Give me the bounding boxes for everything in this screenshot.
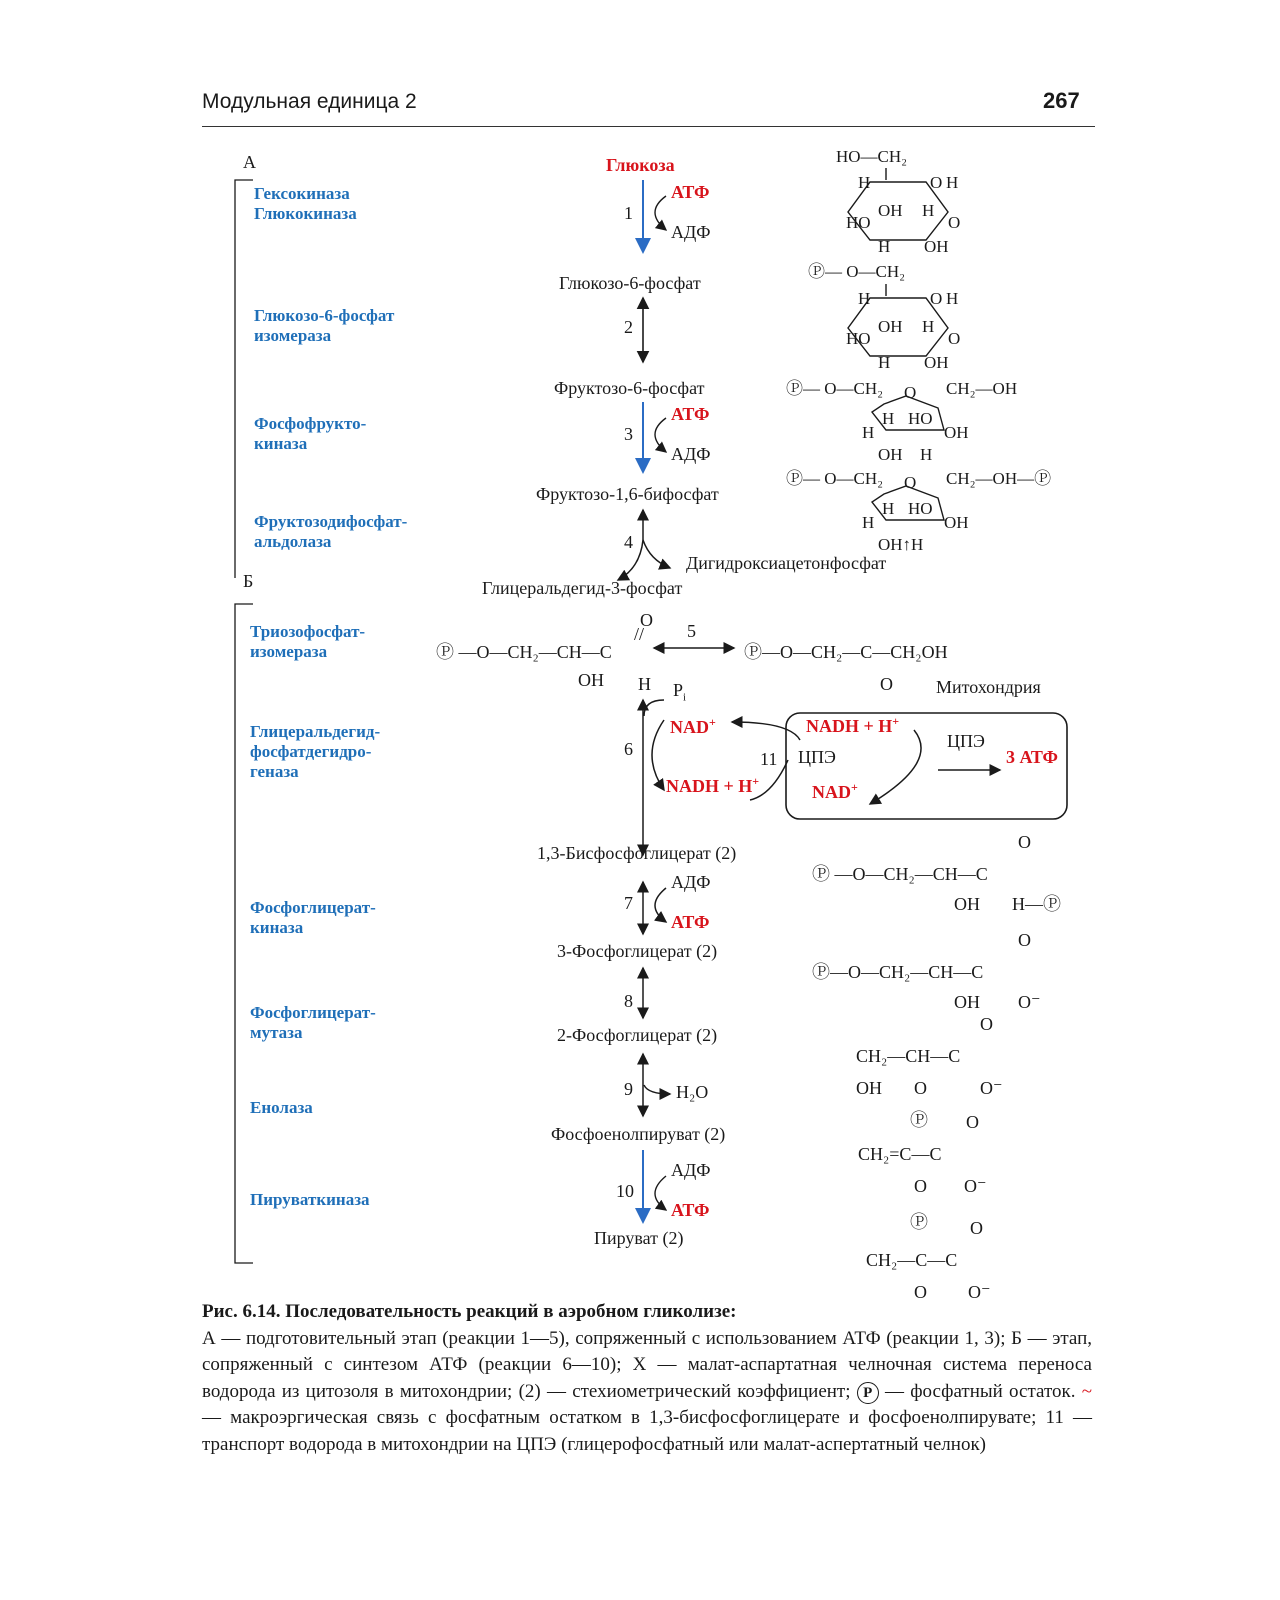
svg-text:Ⓟ—O—CH₂—C—CH₂OH: Ⓟ—O—CH₂—C—CH₂OH	[744, 642, 948, 662]
svg-text:Ⓟ: Ⓟ	[910, 1212, 928, 1232]
phosphate-symbol-icon: P	[857, 1382, 879, 1404]
svg-text:CH₂—CH—C: CH₂—CH—C	[856, 1046, 961, 1066]
svg-text:H: H	[922, 317, 935, 336]
svg-text:O: O	[966, 1112, 979, 1132]
svg-text:H: H	[922, 201, 935, 220]
svg-text:Ⓟ —O—CH₂—CH—C: Ⓟ —O—CH₂—CH—C	[812, 864, 988, 884]
svg-text:H: H	[858, 173, 871, 192]
svg-text:H: H	[638, 674, 651, 694]
enzyme-hexokinase: Гексокиназа Глюкокиназа	[254, 184, 357, 223]
svg-text:HO: HO	[846, 329, 871, 348]
svg-text:O⁻: O⁻	[1018, 992, 1041, 1012]
cofactor-nad-6: NAD+	[670, 715, 716, 737]
step-2: 2	[624, 317, 633, 337]
structure-glucose	[836, 147, 960, 256]
page-number: 267	[1043, 88, 1080, 113]
svg-text:O: O	[640, 610, 653, 630]
svg-text:O⁻: O⁻	[968, 1282, 991, 1302]
svg-text:OH: OH	[944, 513, 969, 532]
metabolite-13bpg: 1,3-Бисфосфоглицерат (2)	[537, 843, 737, 863]
mito-etc-left: ЦПЭ	[798, 747, 836, 767]
svg-text:H: H	[920, 445, 933, 464]
svg-text:OH: OH	[954, 894, 980, 914]
svg-text:CH₂—OH: CH₂—OH	[946, 379, 1018, 398]
svg-text:Ⓟ —O—CH₂—CH—C: Ⓟ —O—CH₂—CH—C	[436, 642, 612, 662]
metabolite-2pg: 2-Фосфоглицерат (2)	[557, 1025, 718, 1045]
enzyme-g3p-dehydrogenase: Глицеральдегид- фосфатдегидро- геназа	[250, 722, 381, 781]
svg-text:OH: OH	[878, 201, 903, 220]
caption-body-2: — фосфатный остаток.	[884, 1380, 1076, 1402]
step-5: 5	[687, 621, 696, 641]
svg-text:H: H	[878, 353, 891, 372]
cofactor-adp-10: АДФ	[671, 1160, 711, 1180]
arrow-step-4	[618, 510, 670, 580]
svg-text:H: H	[858, 289, 871, 308]
step-1: 1	[624, 203, 633, 223]
step-10: 10	[616, 1181, 634, 1201]
metabolite-f6p: Фруктозо-6-фосфат	[554, 378, 705, 398]
svg-text:Ⓟ—O—CH₂—CH—C: Ⓟ—O—CH₂—CH—C	[812, 962, 984, 982]
svg-text:O: O	[904, 383, 917, 402]
metabolite-dhap: Дигидроксиацетонфосфат	[686, 553, 887, 573]
step-11: 11	[760, 749, 778, 769]
svg-text:O: O	[880, 674, 893, 694]
svg-text:Ⓟ: Ⓟ	[910, 1110, 928, 1130]
mito-nad: NAD+	[812, 780, 858, 802]
cofactor-atp-1: АТФ	[671, 182, 710, 202]
svg-text:OH: OH	[578, 670, 604, 690]
arrow-step-7	[643, 882, 666, 934]
svg-text:O: O	[980, 1014, 993, 1034]
arrow-shuttle-11	[732, 722, 1000, 804]
section-a-label: А	[243, 152, 256, 172]
svg-text:CH₂—C—C: CH₂—C—C	[866, 1250, 958, 1270]
cofactor-adp-7: АДФ	[671, 872, 711, 892]
enzyme-phosphoglycerate-kinase: Фосфоглицерат- киназа	[250, 898, 376, 937]
svg-text:OH: OH	[924, 353, 949, 372]
svg-text:O: O	[948, 329, 961, 348]
section-b-label: Б	[243, 571, 254, 591]
mito-etc-right: ЦПЭ	[947, 731, 985, 751]
svg-text:H: H	[946, 173, 959, 192]
mito-3atp: 3 АТФ	[1006, 747, 1058, 767]
mitochondria-box	[786, 713, 1067, 819]
svg-text:OH: OH	[954, 992, 980, 1012]
svg-text:O: O	[1018, 832, 1031, 852]
arrow-step-6	[643, 700, 664, 855]
cofactor-nadh-6: NADH + H+	[666, 774, 760, 796]
cofactor-adp-1: АДФ	[671, 222, 711, 242]
step-4: 4	[624, 532, 633, 552]
structure-pep	[858, 1112, 987, 1232]
svg-text:CH₂=C—C: CH₂=C—C	[858, 1144, 942, 1164]
metabolite-g3p: Глицеральдегид-3-фосфат	[482, 578, 683, 598]
svg-text:Ⓟ— O—CH₂: Ⓟ— O—CH₂	[786, 469, 884, 488]
svg-text:O: O	[970, 1218, 983, 1238]
section-a-bracket	[235, 180, 253, 578]
structure-f6p	[786, 379, 1017, 464]
svg-text:H: H	[862, 513, 875, 532]
svg-text:HO: HO	[846, 213, 871, 232]
structure-pyruvate	[866, 1218, 991, 1302]
enzyme-phosphoglycerate-mutase: Фосфоглицерат- мутаза	[250, 1003, 376, 1042]
step-9: 9	[624, 1079, 633, 1099]
svg-text:HO—CH₂: HO—CH₂	[836, 147, 908, 166]
enzyme-pyruvate-kinase: Пируваткиназа	[250, 1190, 370, 1209]
svg-text:HO: HO	[908, 499, 933, 518]
section-b-bracket	[235, 604, 253, 1263]
svg-text:OH: OH	[878, 317, 903, 336]
mitochondria-label: Митохондрия	[936, 677, 1041, 697]
svg-text:OH: OH	[856, 1078, 882, 1098]
svg-text:H—Ⓟ: H—Ⓟ	[1012, 894, 1061, 914]
svg-text:OH: OH	[944, 423, 969, 442]
step-7: 7	[624, 893, 633, 913]
metabolite-glucose: Глюкоза	[606, 155, 675, 175]
svg-text:O: O	[914, 1282, 927, 1302]
svg-text:O: O	[930, 289, 943, 308]
svg-text:H: H	[882, 499, 895, 518]
svg-text:H: H	[878, 237, 891, 256]
svg-text:Ⓟ— O—CH₂: Ⓟ— O—CH₂	[808, 262, 906, 281]
step-8: 8	[624, 991, 633, 1011]
svg-text:O⁻: O⁻	[980, 1078, 1003, 1098]
svg-text:OH: OH	[924, 237, 949, 256]
cofactor-atp-10: АТФ	[671, 1200, 710, 1220]
structure-g3p-dhap	[436, 610, 948, 694]
svg-text:Ⓟ— O—CH₂: Ⓟ— O—CH₂	[786, 379, 884, 398]
step-6: 6	[624, 739, 633, 759]
caption-body-3: — макроэргическая связь с фосфатным остатком в 1,3-бисфосфоглицерате и фосфоенолпирувате; 11 — транспорт водорода в митохондрии на ЦПЭ (глицерофосфатный или малат-аспертатный челнок)	[202, 1407, 1092, 1455]
caption-title: Рис. 6.14. Последовательность реакций в аэробном гликолизе:	[202, 1301, 737, 1322]
arrow-step-9	[643, 1054, 670, 1116]
tilde-symbol: ~	[1081, 1380, 1092, 1402]
cofactor-atp-3: АТФ	[671, 404, 710, 424]
cofactor-adp-3: АДФ	[671, 444, 711, 464]
svg-text:H: H	[882, 409, 895, 428]
svg-text:H: H	[946, 289, 959, 308]
enzyme-phosphofructokinase: Фосфофрукто- киназа	[254, 414, 367, 453]
svg-text:O: O	[914, 1176, 927, 1196]
svg-text:H: H	[862, 423, 875, 442]
metabolite-f16bp: Фруктозо-1,6-бифосфат	[536, 484, 719, 504]
structure-2pg	[856, 1014, 1003, 1130]
arrow-step-10	[643, 1150, 666, 1222]
cofactor-atp-7: АТФ	[671, 912, 710, 932]
metabolite-pep: Фосфоенолпируват (2)	[551, 1124, 726, 1144]
svg-text:HO: HO	[908, 409, 933, 428]
svg-text:CH₂—OH—Ⓟ: CH₂—OH—Ⓟ	[946, 469, 1052, 488]
structure-13bpg	[812, 832, 1061, 914]
svg-text:OH↑H: OH↑H	[878, 535, 924, 554]
structure-3pg	[812, 930, 1041, 1012]
arrow-step-3	[643, 402, 666, 472]
caption-body-1: А — подготовительный этап (реакции 1—5), сопряженный с использованием АТФ (реакции 1, 3); Б — этап, сопряженный с синтезом АТФ (реакции 6—10); X — малат-аспартатная челночная система переноса водорода из цитозоля в митохондрии; (2) — стехиометрический коэффициент;	[202, 1327, 1092, 1402]
metabolite-pyruvate: Пируват (2)	[594, 1228, 684, 1248]
enzyme-triosephosphate-isomerase: Триозофосфат- изомераза	[250, 622, 366, 661]
metabolite-3pg: 3-Фосфоглицерат (2)	[557, 941, 718, 961]
enzyme-enolase: Енолаза	[250, 1098, 313, 1117]
mito-nadh: NADH + H+	[806, 714, 900, 736]
svg-text:O: O	[904, 473, 917, 492]
svg-text:O⁻: O⁻	[964, 1176, 987, 1196]
structure-g6p	[808, 262, 960, 372]
structure-f16bp	[786, 469, 1051, 554]
svg-text:OH: OH	[878, 445, 903, 464]
cofactor-pi: $P_i$	[673, 680, 687, 704]
svg-text:O: O	[930, 173, 943, 192]
svg-text:O: O	[1018, 930, 1031, 950]
running-header-title: Модульная единица 2	[202, 90, 417, 113]
cofactor-h2o: H₂O	[676, 1082, 709, 1102]
arrow-step-1	[643, 180, 666, 252]
metabolite-g6p: Глюкозо-6-фосфат	[559, 273, 701, 293]
svg-text://: //	[634, 624, 645, 644]
step-3: 3	[624, 424, 633, 444]
figure-caption	[202, 1299, 1092, 1458]
svg-text:O: O	[948, 213, 961, 232]
svg-text:O: O	[914, 1078, 927, 1098]
enzyme-g6p-isomerase: Глюкозо-6-фосфат изомераза	[254, 306, 395, 345]
enzyme-aldolase: Фруктозодифосфат- альдолаза	[254, 512, 408, 551]
